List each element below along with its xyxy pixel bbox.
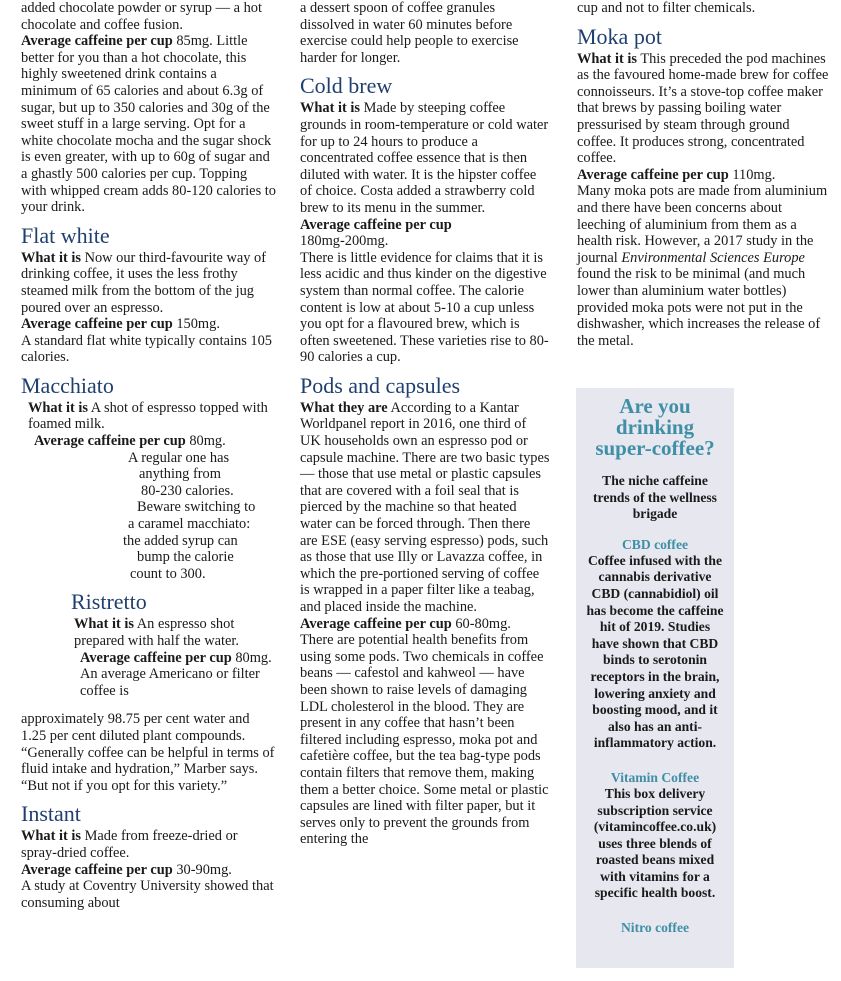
macchiato-caffeine-label: Average caffeine per cup	[34, 433, 186, 450]
pods-continued: cup and not to filter chemicals.	[577, 0, 756, 16]
instant-caffeine-value: 30-90mg.	[176, 861, 232, 878]
sidebar-subhead: The niche caffeine trends of the wellness brigade	[593, 473, 717, 522]
moka-what-label: What it is	[577, 50, 637, 67]
cold-brew-what-text: Made by steeping coffee grounds in room-temperature or cold water for up to 24 hours to produce a concentrated coffee essence that is then diluted with water. It is the hipster coffee of choice. Costa added a strawberry cold brew to its menu in the summer.	[300, 100, 549, 216]
macchiato-caffeine	[21, 433, 276, 450]
macchiato-body-line: a caramel macchiato:	[128, 516, 251, 533]
instant-continued: a dessert spoon of coffee granules dissolved in water 60 minutes before exercise could help people to exercise harder for longer.	[300, 0, 519, 66]
macchiato-body-line: anything from	[139, 466, 221, 483]
ristretto-caffeine	[21, 650, 276, 700]
mocha-caffeine-value: 85mg.	[176, 33, 213, 50]
ristretto-what	[21, 616, 276, 649]
macchiato-what	[21, 400, 276, 433]
pods-what-label: What they are	[300, 399, 388, 416]
moka-pot-heading: Moka pot	[577, 23, 662, 49]
sidebar-headline: Are you drinking super-coffee?	[595, 394, 715, 460]
cold-brew-body: There is little evidence for claims that it is less acidic and thus kinder on the digestive system than normal coffee. The calorie content is low at about 5-10 a cup unless you opt for a flavoured brew, which is often sweetened. These varieties rise to 80-90 calories a cup.	[300, 249, 549, 366]
column-2	[300, 0, 550, 848]
column-1	[21, 0, 276, 911]
ristretto-what-label: What it is	[74, 616, 134, 633]
macchiato-body	[21, 450, 276, 583]
vitamin-coffee-heading: Vitamin Coffee	[610, 769, 700, 785]
moka-pot-section	[577, 51, 829, 350]
moka-journal-name: Environmental Sciences Europe	[621, 249, 805, 266]
cold-brew-section	[300, 100, 550, 366]
vitamin-coffee-body: This box delivery subscription service (vitamincoffee.co.uk) uses three blends of roasted beans mixed with vitamins for a specific health boost.	[593, 785, 717, 901]
flat-white-caffeine-value: 150mg.	[176, 316, 220, 333]
ristretto-caffeine-label: Average caffeine per cup	[80, 649, 232, 666]
macchiato-caffeine-value: 80mg.	[189, 433, 226, 450]
moka-caffeine-value: 110mg.	[732, 166, 776, 183]
nitro-coffee-heading: Nitro coffee	[620, 920, 690, 936]
instant-caffeine-label: Average caffeine per cup	[21, 861, 173, 878]
mocha-intro-text: added chocolate powder or syrup — a hot chocolate and coffee fusion.	[21, 0, 262, 33]
pods-caffeine-label: Average caffeine per cup	[300, 615, 452, 632]
instant-section	[21, 828, 276, 911]
mocha-body: Little better for you than a hot chocolate, this highly sweetened drink contains a minimum of 65 calories and about 6.3g of sugar, but up to 350 calories and 30g of the sweet stuff in a large serving. Opt for a white chocolate mocha and the sugar shock is even greater, with up to 60g of sugar and a ghastly 500 calories per cup. Topping with whipped cream adds 80-120 calories to your drink.	[21, 33, 276, 216]
cbd-coffee-heading: CBD coffee	[621, 536, 689, 552]
pods-section	[300, 400, 550, 848]
macchiato-body-line: bump the calorie	[137, 549, 234, 566]
instant-what-label: What it is	[21, 828, 81, 845]
instant-heading: Instant	[21, 801, 81, 827]
mocha-intro	[21, 0, 276, 216]
pods-what-text: According to a Kantar Worldpanel report in 2016, one third of UK households own an espresso pod or capsule machine. There are two basic types — those that use metal or plastic capsules that are covered with a foil seal that is pierced by the machine so that heated water can be forced through. Then there are ESE (easy serving espresso) pods, such as those that use Illy or Lavazza coffee, in which the pre-portioned serving of coffee is wrapped in a paper filter like a teabag, and placed inside the machine.	[300, 399, 550, 615]
macchiato-body-line: Beware switching to	[137, 499, 256, 516]
flat-white-caffeine-label: Average caffeine per cup	[21, 316, 173, 333]
column-3	[577, 0, 829, 349]
moka-body-2: found the risk to be minimal (and much lower than aluminium water bottles) provided moka pots were not put in the dishwasher, which increases the release of the metal.	[577, 266, 821, 349]
cold-brew-caffeine-value: 180mg-200mg.	[300, 233, 389, 250]
flat-white-section	[21, 250, 276, 366]
moka-what-text: This preceded the pod machines as the favoured home-made brew for coffee connoisseurs. It’s a stove-top coffee maker that brews by passing boiling water pressurised by steam through ground coffee. It produces strong, concentrated coffee.	[577, 50, 829, 167]
macchiato-what-text: A shot of espresso topped with foamed milk.	[28, 399, 268, 433]
flat-white-heading: Flat white	[21, 222, 110, 248]
macchiato-body-line: the added syrup can	[123, 532, 238, 549]
macchiato-body-line: count to 300.	[130, 565, 206, 582]
ristretto-caffeine-value: 80mg. An average Americano or filter coffee is	[80, 649, 272, 699]
cold-brew-caffeine-label: Average caffeine per cup	[300, 216, 452, 233]
macchiato-body-line: A regular one has	[128, 449, 230, 466]
ristretto-body: approximately 98.75 per cent water and 1.25 per cent diluted plant compounds. “Generally coffee can be helpful in terms of fluid intake and hydration,” Marber says. “But not if you opt for this variety.”	[21, 711, 275, 794]
ristretto-heading: Ristretto	[71, 589, 147, 615]
moka-body-1: Many moka pots are made from aluminium and there have been concerns about leeching of aluminium from them as a health risk. However, a 2017 study in the journal	[577, 183, 828, 266]
mocha-caffeine-label: Average caffeine per cup	[21, 33, 173, 50]
instant-what-text: Made from freeze-dried or spray-dried coffee.	[21, 828, 238, 861]
ristretto-what-text: An espresso shot prepared with half the water.	[74, 616, 240, 649]
pods-caffeine-value: 60-80mg.	[455, 615, 511, 632]
macchiato-what-label: What it is	[28, 399, 88, 416]
super-coffee-sidebar	[576, 388, 734, 968]
macchiato-body-line: 80-230 calories.	[141, 482, 234, 499]
cold-brew-what-label: What it is	[300, 100, 360, 117]
cold-brew-heading: Cold brew	[300, 73, 393, 99]
flat-white-what-label: What it is	[21, 249, 81, 266]
flat-white-body: A standard flat white typically contains 105 calories.	[21, 332, 272, 366]
flat-white-what-text: Now our third-favourite way of drinking coffee, it uses the less frothy steamed milk from the bottom of the jug poured over an espresso.	[21, 249, 267, 316]
instant-body: A study at Coventry University showed that consuming about	[21, 878, 274, 911]
moka-caffeine-label: Average caffeine per cup	[577, 166, 729, 183]
cbd-coffee-body: Coffee infused with the cannabis derivative CBD (cannabidiol) oil has become the caffeine hit of 2019. Studies have shown that CBD binds to serotonin receptors in the brain, lowering anxiety and boosting mood, and it also has an anti-inflammatory action.	[586, 552, 724, 751]
macchiato-heading: Macchiato	[21, 372, 114, 398]
pods-body: There are potential health benefits from using some pods. Two chemicals in coffee beans — cafestol and kahweol — have been shown to raise levels of damaging LDL cholesterol in the blood. They are present in any coffee that hasn’t been filtered including espresso, moka pot and cafetière coffee, but the tea bag-type pods contain filters that remove them, making them a better choice. Some metal or plastic capsules are lined with filter paper, but it serves only to prevent the grounds from entering the	[300, 632, 549, 848]
pods-heading: Pods and capsules	[300, 372, 461, 398]
